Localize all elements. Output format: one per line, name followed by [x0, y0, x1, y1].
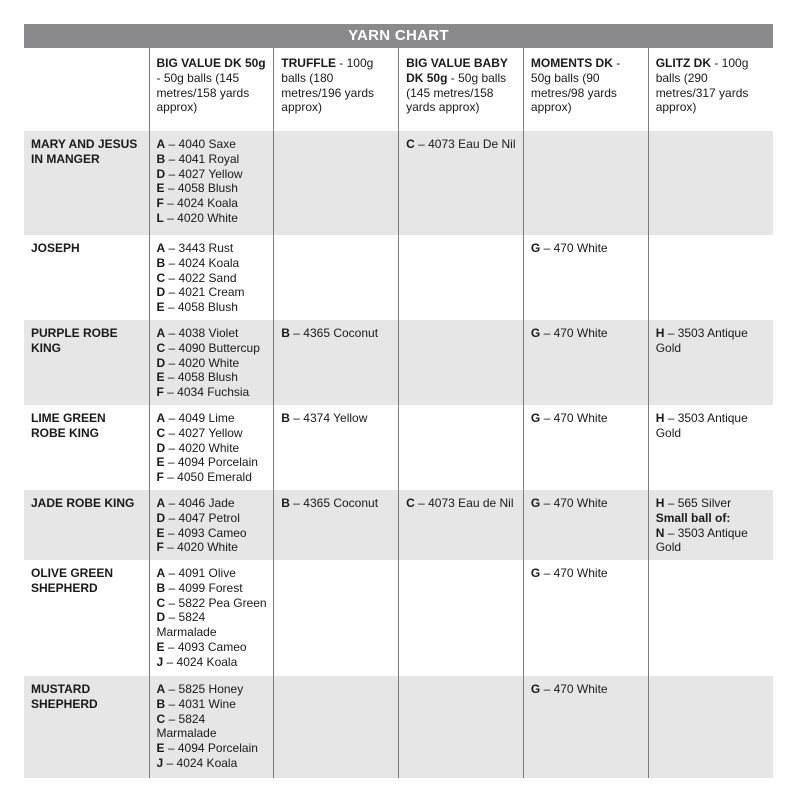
yarn-letter: B	[156, 580, 166, 595]
yarn-cell	[648, 235, 773, 320]
header-cell: TRUFFLE - 100g balls (180 metres/196 yards approx)	[274, 48, 399, 131]
yarn-letter: G	[530, 682, 541, 696]
character-name: JADE ROBE KING	[31, 496, 135, 510]
yarn-line	[281, 411, 393, 426]
character-name: MUSTARD SHEPHERD	[31, 682, 98, 711]
yarn-shade: – 4058 Blush	[164, 300, 238, 315]
character-name: JOSEPH	[31, 241, 80, 255]
yarn-line	[157, 610, 269, 640]
yarn-line	[157, 455, 269, 470]
yarn-letter: G	[530, 241, 541, 255]
header-cell: GLITZ DK - 100g balls (290 metres/317 yards approx)	[648, 48, 773, 131]
yarn-line	[157, 596, 269, 611]
yarn-line	[656, 526, 768, 556]
yarn-line	[157, 426, 269, 441]
yarn-letter: B	[281, 411, 290, 425]
yarn-letter: C	[156, 595, 166, 610]
yarn-cell	[648, 320, 773, 405]
header-cell: MOMENTS DK - 50g balls (90 metres/98 yards approx)	[523, 48, 648, 131]
yarn-cell	[648, 131, 773, 235]
yarn-shade: – 4093 Cameo	[164, 525, 247, 540]
yarn-line	[531, 241, 643, 256]
yarn-cell	[274, 131, 399, 235]
yarn-line	[656, 511, 768, 526]
yarn-cell	[523, 676, 648, 778]
yarn-line	[531, 566, 643, 581]
yarn-shade: – 4058 Blush	[164, 370, 238, 385]
yarn-line	[157, 167, 269, 182]
yarn-shade: – 4047 Petrol	[165, 510, 240, 525]
yarn-letter: H	[655, 326, 665, 340]
yarn-letter: C	[156, 425, 166, 440]
yarn-cell	[648, 490, 773, 560]
yarn-cell	[149, 676, 274, 778]
yarn-line	[157, 640, 269, 655]
yarn-letter: E	[156, 455, 165, 470]
yarn-shade: – 4034 Fuchsia	[163, 385, 250, 400]
yarn-line	[406, 137, 518, 152]
character-name: MARY AND JESUS IN MANGER	[31, 137, 138, 166]
yarn-cell	[399, 131, 524, 235]
header-cell: BIG VALUE BABY DK 50g - 50g balls (145 metres/158 yards approx)	[399, 48, 524, 131]
yarn-line	[157, 712, 269, 742]
yarn-shade: – 5824 Marmalade	[156, 711, 217, 741]
row-name-cell	[24, 405, 149, 490]
yarn-shade: – 4058 Blush	[164, 181, 238, 196]
yarn-line	[157, 300, 269, 315]
yarn-shade: – 5825 Honey	[165, 682, 244, 696]
yarn-shade: – 4038 Violet	[165, 326, 239, 340]
yarn-letter: D	[156, 610, 166, 625]
yarn-shade: – 4022 Sand	[165, 270, 237, 285]
yarn-line	[531, 496, 643, 511]
yarn-line	[157, 356, 269, 371]
yarn-letter: A	[156, 496, 166, 510]
yarn-shade: – 4024 Koala	[163, 196, 238, 211]
header-corner	[24, 48, 149, 131]
yarn-shade: – 4024 Koala	[163, 755, 238, 770]
yarn-letter: B	[156, 151, 166, 166]
yarn-line	[157, 526, 269, 541]
yarn-line	[157, 540, 269, 555]
yarn-line	[157, 271, 269, 286]
yarn-line	[656, 411, 768, 441]
yarn-cell	[149, 131, 274, 235]
yarn-shade: – 4020 White	[163, 210, 238, 225]
yarn-cell	[399, 490, 524, 560]
yarn-shade: – 4021 Cream	[165, 285, 245, 300]
yarn-line	[656, 326, 768, 356]
yarn-shade: – 4374 Yellow	[289, 411, 368, 425]
yarn-shade: – 470 White	[540, 496, 608, 510]
yarn-letter: D	[156, 166, 166, 181]
yarn-cell	[274, 490, 399, 560]
yarn-shade: – 4099 Forest	[165, 580, 243, 595]
yarn-line	[531, 682, 643, 697]
yarn-shade: – 4020 White	[165, 440, 240, 455]
yarn-cell	[523, 235, 648, 320]
yarn-letter: F	[156, 470, 164, 485]
yarn-line	[157, 137, 269, 152]
yarn-shade: – 4020 White	[163, 540, 238, 555]
yarn-shade: – 4073 Eau De Nil	[414, 137, 516, 151]
yarn-cell	[149, 235, 274, 320]
yarn-line	[531, 411, 643, 426]
yarn-shade: – 4091 Olive	[165, 566, 236, 580]
yarn-shade: – 3443 Rust	[165, 241, 234, 255]
character-name: OLIVE GREEN SHEPHERD	[31, 566, 114, 595]
yarn-shade: – 470 White	[540, 326, 608, 340]
yarn-shade: – 4365 Coconut	[289, 326, 379, 340]
yarn-letter: E	[156, 181, 165, 196]
yarn-cell	[149, 560, 274, 676]
table-row	[24, 320, 773, 405]
yarn-line	[157, 152, 269, 167]
yarn-letter: A	[156, 137, 166, 151]
yarn-shade: – 4031 Wine	[165, 696, 236, 711]
yarn-letter: G	[530, 566, 541, 580]
yarn-cell	[399, 320, 524, 405]
yarn-letter: A	[156, 326, 166, 340]
yarn-shade: – 4027 Yellow	[165, 425, 243, 440]
yarn-shade: – 3503 Antique Gold	[655, 411, 748, 440]
table-row	[24, 560, 773, 676]
yarn-letter: C	[156, 340, 166, 355]
yarn-cell	[399, 676, 524, 778]
yarn-letter: F	[156, 385, 164, 400]
yarn-letter: J	[156, 654, 164, 669]
yarn-shade: – 4040 Saxe	[165, 137, 236, 151]
yarn-shade: – 565 Silver	[664, 496, 732, 510]
yarn-letter: E	[156, 525, 165, 540]
yarn-cell	[648, 676, 773, 778]
table-row	[24, 405, 773, 490]
yarn-cell	[523, 560, 648, 676]
yarn-cell	[648, 560, 773, 676]
header-row	[24, 48, 773, 131]
yarn-line	[157, 581, 269, 596]
table-row	[24, 676, 773, 778]
yarn-line	[157, 682, 269, 697]
yarn-line	[157, 756, 269, 771]
chart-title: YARN CHART	[24, 24, 773, 48]
yarn-letter: A	[156, 411, 166, 425]
yarn-shade: – 4093 Cameo	[164, 639, 247, 654]
yarn-cell	[523, 405, 648, 490]
yarn-letter: B	[156, 255, 166, 270]
yarn-line	[157, 385, 269, 400]
yarn-letter: C	[156, 270, 166, 285]
yarn-line	[157, 655, 269, 670]
yarn-letter: E	[156, 370, 165, 385]
yarn-letter: J	[156, 755, 164, 770]
yarn-cell	[274, 405, 399, 490]
yarn-line	[157, 326, 269, 341]
yarn-cell	[399, 235, 524, 320]
yarn-letter: G	[530, 326, 541, 340]
yarn-shade: – 4365 Coconut	[289, 496, 379, 510]
yarn-shade: – 470 White	[540, 566, 608, 580]
yarn-letter: A	[156, 241, 166, 255]
yarn-line	[157, 470, 269, 485]
yarn-letter: E	[156, 741, 165, 756]
yarn-line	[157, 496, 269, 511]
row-name-cell	[24, 560, 149, 676]
yarn-shade: – 4024 Koala	[163, 654, 238, 669]
row-name-cell	[24, 490, 149, 560]
yarn-shade: – 4073 Eau de Nil	[414, 496, 514, 510]
yarn-line	[157, 566, 269, 581]
table-row	[24, 490, 773, 560]
yarn-line	[157, 211, 269, 226]
yarn-shade: – 470 White	[540, 241, 608, 255]
character-name: LIME GREEN ROBE KING	[31, 411, 106, 440]
yarn-line	[157, 441, 269, 456]
yarn-shade: – 470 White	[540, 411, 608, 425]
yarn-cell	[274, 676, 399, 778]
yarn-line	[157, 370, 269, 385]
yarn-letter: B	[281, 496, 290, 510]
yarn-chart	[24, 24, 773, 778]
yarn-shade: – 3503 Antique Gold	[655, 326, 748, 355]
yarn-cell	[523, 320, 648, 405]
yarn-cell	[399, 405, 524, 490]
yarn-letter: A	[156, 682, 166, 696]
yarn-line	[531, 326, 643, 341]
yarn-shade: – 470 White	[540, 682, 608, 696]
row-name-cell	[24, 320, 149, 405]
yarn-letter: N	[655, 525, 665, 540]
row-name-cell	[24, 676, 149, 778]
yarn-shade: – 4094 Porcelain	[164, 741, 258, 756]
yarn-line	[157, 341, 269, 356]
yarn-letter: F	[156, 196, 164, 211]
yarn-letter: A	[156, 566, 166, 580]
yarn-line	[281, 326, 393, 341]
yarn-line	[157, 256, 269, 271]
yarn-letter: B	[281, 326, 290, 340]
yarn-line	[281, 496, 393, 511]
character-name: PURPLE ROBE KING	[31, 326, 118, 355]
yarn-shade: – 4090 Buttercup	[165, 340, 260, 355]
yarn-shade: – 4041 Royal	[165, 151, 240, 166]
yarn-shade: – 3503 Antique Gold	[655, 525, 748, 555]
yarn-shade: – 5822 Pea Green	[165, 595, 267, 610]
table-row	[24, 235, 773, 320]
yarn-letter: E	[156, 300, 165, 315]
yarn-line	[157, 411, 269, 426]
yarn-letter: D	[156, 285, 166, 300]
yarn-line	[157, 741, 269, 756]
yarn-letter: L	[156, 210, 164, 225]
yarn-cell	[274, 560, 399, 676]
yarn-line	[406, 496, 518, 511]
yarn-letter: D	[156, 510, 166, 525]
yarn-line	[157, 285, 269, 300]
yarn-line	[656, 496, 768, 511]
yarn-cell	[523, 490, 648, 560]
yarn-line	[157, 196, 269, 211]
yarn-letter: B	[156, 696, 166, 711]
yarn-shade: – 4094 Porcelain	[164, 455, 258, 470]
yarn-line	[157, 511, 269, 526]
yarn-letter: E	[156, 639, 165, 654]
yarn-table	[24, 48, 773, 778]
yarn-letter: D	[156, 440, 166, 455]
yarn-line	[157, 697, 269, 712]
table-row	[24, 131, 773, 235]
row-name-cell	[24, 131, 149, 235]
yarn-letter: Small ball of:	[655, 510, 731, 525]
yarn-shade: – 4049 Lime	[165, 411, 235, 425]
yarn-cell	[149, 405, 274, 490]
yarn-letter: G	[530, 411, 541, 425]
yarn-letter: C	[156, 711, 166, 726]
row-name-cell	[24, 235, 149, 320]
yarn-cell	[648, 405, 773, 490]
yarn-shade: – 4027 Yellow	[165, 166, 243, 181]
yarn-line	[157, 241, 269, 256]
yarn-letter: C	[406, 496, 415, 510]
header-cell: BIG VALUE DK 50g - 50g balls (145 metres/158 yards approx)	[149, 48, 274, 131]
yarn-shade: – 4024 Koala	[165, 255, 240, 270]
yarn-letter: D	[156, 355, 166, 370]
yarn-letter: H	[655, 411, 665, 425]
yarn-letter: G	[530, 496, 541, 510]
yarn-shade: – 5824 Marmalade	[156, 610, 217, 640]
yarn-cell	[523, 131, 648, 235]
yarn-cell	[274, 320, 399, 405]
yarn-letter: H	[655, 496, 665, 510]
yarn-cell	[149, 490, 274, 560]
yarn-line	[157, 181, 269, 196]
yarn-shade: – 4046 Jade	[165, 496, 235, 510]
yarn-shade: – 4050 Emerald	[163, 470, 252, 485]
yarn-shade: – 4020 White	[165, 355, 240, 370]
yarn-letter: C	[406, 137, 415, 151]
yarn-cell	[399, 560, 524, 676]
yarn-letter: F	[156, 540, 164, 555]
yarn-cell	[274, 235, 399, 320]
yarn-cell	[149, 320, 274, 405]
